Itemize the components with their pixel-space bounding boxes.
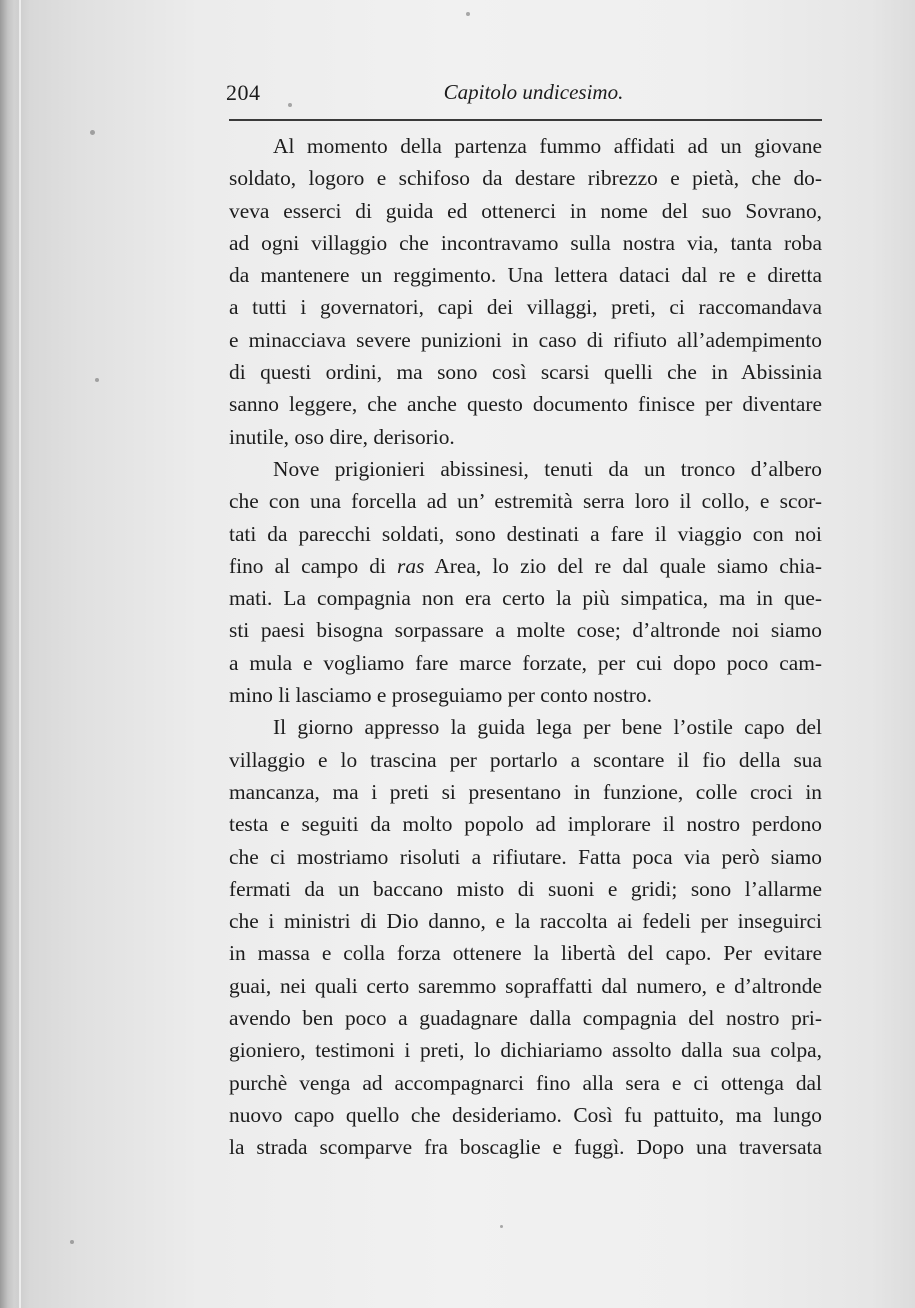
text-line: villaggio e lo trascina per portarlo a scontare il fio della sua — [229, 747, 822, 772]
text-line: inutile, oso dire, derisorio. — [229, 424, 455, 449]
text-line: guai, nei quali certo saremmo sopraffatti dal numero, e d’altronde — [229, 973, 822, 998]
text-line: mati. La compagnia non era certo la più simpatica, ma in que- — [229, 586, 822, 611]
page-gutter-edge — [19, 0, 21, 1308]
text-line: soldato, logoro e schifoso da destare ribrezzo e pietà, che do- — [229, 166, 822, 191]
paper-speck — [70, 1240, 74, 1244]
header-rule — [229, 119, 822, 121]
text-line: che i ministri di Dio danno, e la raccolta ai fedeli per inseguirci — [229, 909, 822, 934]
text-line: a tutti i governatori, capi dei villaggi, preti, ci raccomandava — [229, 295, 822, 320]
text-line: e minacciava severe punizioni in caso di rifiuto all’adempimento — [229, 327, 822, 352]
text-line: in massa e colla forza ottenere la libertà del capo. Per evitare — [229, 941, 822, 966]
text-line: sti paesi bisogna sorpassare a molte cose; d’altronde noi siamo — [229, 618, 822, 643]
paper-speck — [500, 1225, 503, 1228]
text-line: tati da parecchi soldati, sono destinati a fare il viaggio con noi — [229, 521, 822, 546]
text-line: che ci mostriamo risoluti a rifiutare. Fatta poca via però siamo — [229, 844, 822, 869]
text-line: a mula e vogliamo fare marce forzate, per cui dopo poco cam- — [229, 650, 822, 675]
text-line: nuovo capo quello che desideriamo. Così fu pattuito, ma lungo — [229, 1102, 822, 1127]
paper-speck — [90, 130, 95, 135]
body-text — [229, 130, 822, 1164]
text-line: testa e seguiti da molto popolo ad implorare il nostro perdono — [229, 812, 822, 837]
text-line: fermati da un baccano misto di suoni e gridi; sono l’allarme — [229, 876, 822, 901]
text-line: Il giorno appresso la guida lega per bene l’ostile capo del — [273, 715, 822, 740]
text-line: veva esserci di guida ed ottenerci in nome del suo Sovrano, — [229, 198, 822, 223]
paragraph — [229, 711, 822, 1163]
running-header — [226, 80, 821, 110]
text-line: la strada scomparve fra boscaglie e fuggì. Dopo una traversata — [229, 1135, 822, 1160]
text-line: Al momento della partenza fummo affidati ad un giovane — [273, 134, 822, 158]
text-line: gioniero, testimoni i preti, lo dichiariamo assolto dalla sua colpa, — [229, 1038, 822, 1063]
text-line: sanno leggere, che anche questo documento finisce per diventare — [229, 392, 822, 417]
text-line: fino al campo di ras Area, lo zio del re dal quale siamo chia- — [229, 553, 822, 578]
text-line: avendo ben poco a guadagnare dalla compagnia del nostro pri- — [229, 1006, 822, 1031]
paper-speck — [288, 103, 292, 107]
paragraph — [229, 130, 822, 453]
text-line: mancanza, ma i preti si presentano in funzione, colle croci in — [229, 779, 822, 804]
text-line: di questi ordini, ma sono così scarsi quelli che in Abissinia — [229, 360, 822, 385]
text-line: da mantenere un reggimento. Una lettera dataci dal re e diretta — [229, 263, 822, 288]
paper-speck — [466, 12, 470, 16]
text-line: Nove prigionieri abissinesi, tenuti da un tronco d’albero — [273, 456, 822, 481]
text-line: purchè venga ad accompagnarci fino alla sera e ci ottenga dal — [229, 1070, 822, 1095]
paper-speck — [95, 378, 99, 382]
paragraph — [229, 453, 822, 711]
text-line: ad ogni villaggio che incontravamo sulla nostra via, tanta roba — [229, 230, 822, 255]
page-number: 204 — [226, 80, 261, 105]
text-line: mino li lasciamo e proseguiamo per conto nostro. — [229, 683, 652, 708]
running-title: Capitolo undicesimo. — [443, 80, 624, 104]
text-line: che con una forcella ad un’ estremità serra loro il collo, e scor- — [229, 489, 822, 514]
